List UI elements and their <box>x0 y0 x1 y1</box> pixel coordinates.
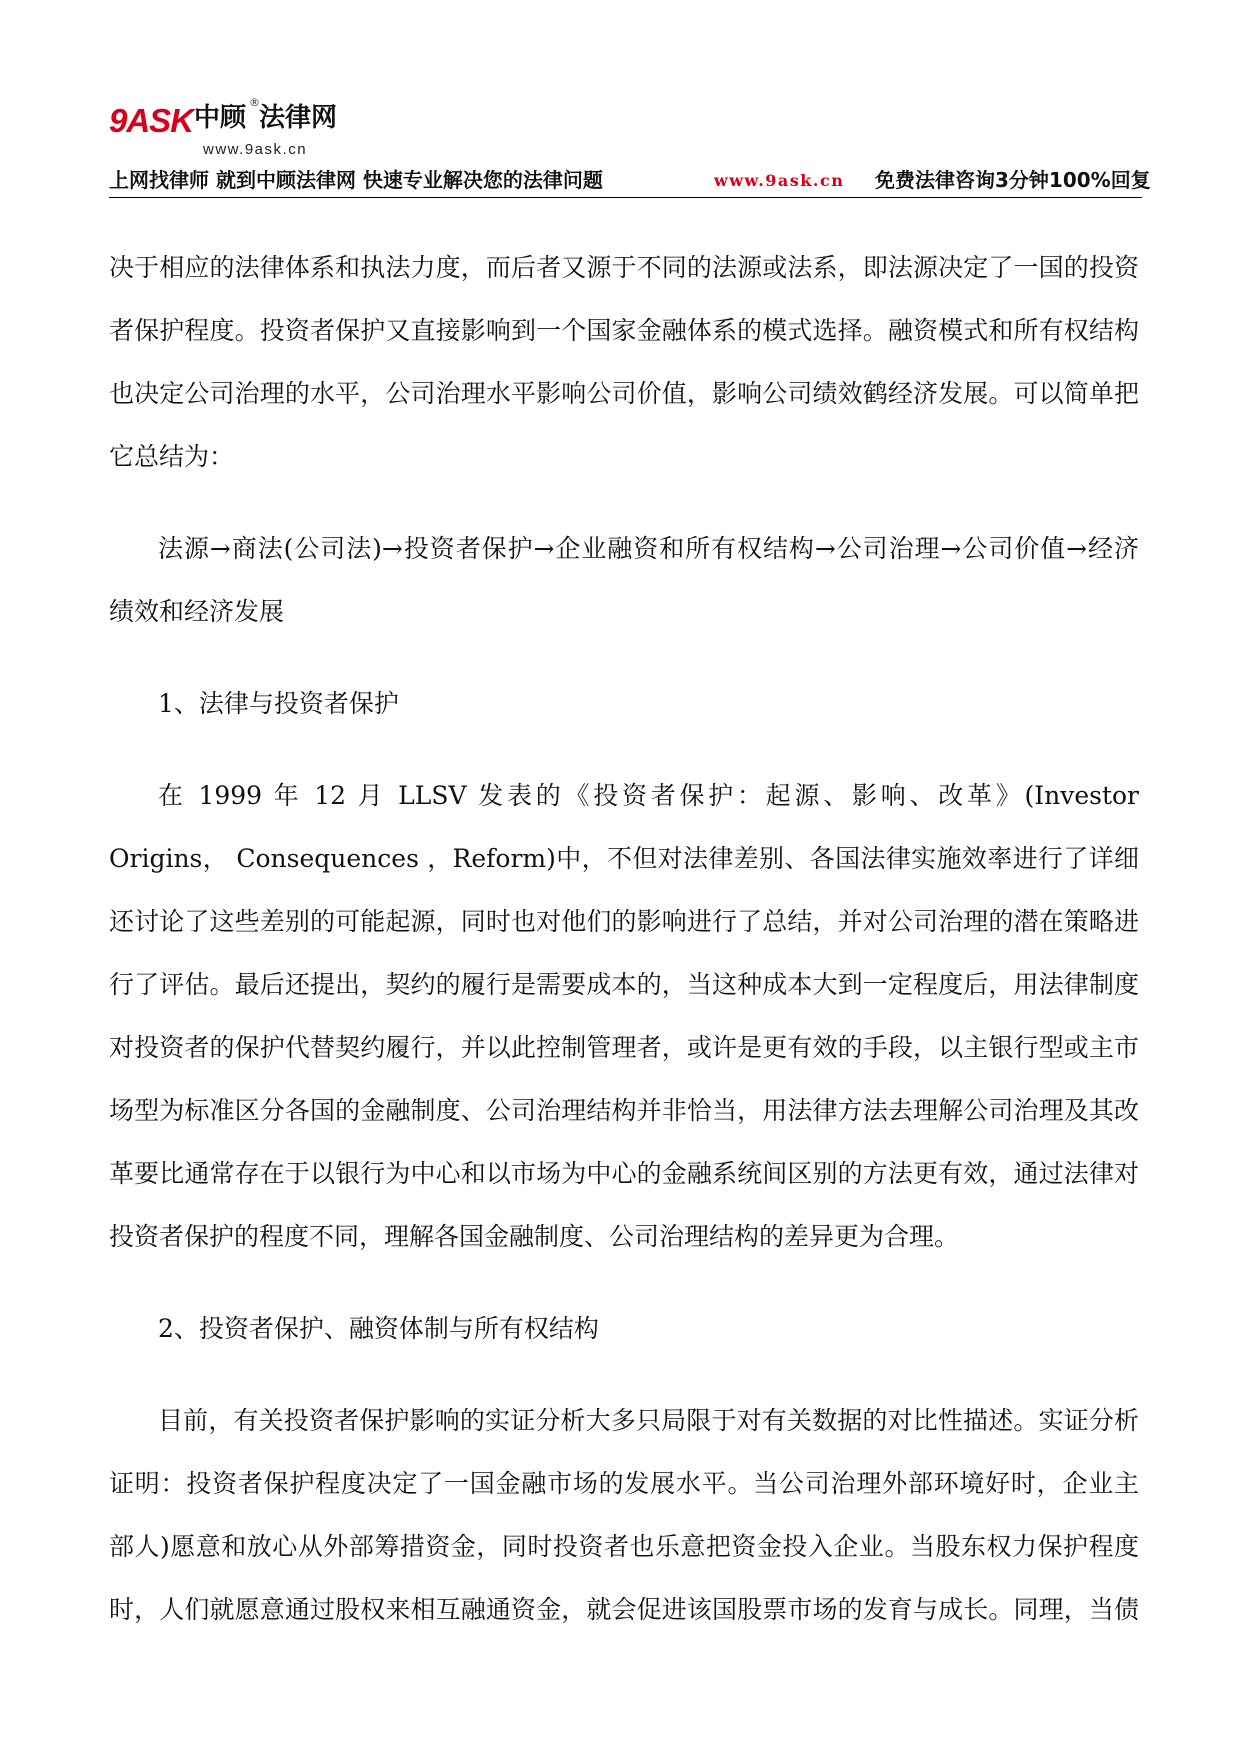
section-heading-text: 2、投资者保护、融资体制与所有权结构 <box>158 1314 599 1343</box>
text-line: 绩效和经济发展 <box>109 597 285 626</box>
tagline-promo: 免费法律咨询3分钟100%回复 <box>875 168 1151 192</box>
tagline-slogan: 上网找律师 就到中顾法律网 快速专业解决您的法律问题 <box>109 168 603 192</box>
text-line: 对投资者的保护代替契约履行，并以此控制管理者，或许是更有效的手段，以主银行型或主市 <box>109 1033 1139 1062</box>
paragraph <box>109 517 1139 643</box>
text-line: 目前，有关投资者保护影响的实证分析大多只局限于对有关数据的对比性描述。实证分析 <box>158 1406 1139 1435</box>
text-line: 决于相应的法律体系和执法力度，而后者又源于不同的法源或法系，即法源决定了一国的投资 <box>109 253 1139 282</box>
text-line: 还讨论了这些差别的可能起源，同时也对他们的影响进行了总结，并对公司治理的潜在策略进 <box>109 907 1139 936</box>
text-line: 时，人们就愿意通过股权来相互融通资金，就会促进该国股票市场的发育与成长。同理，当债 <box>109 1595 1139 1624</box>
text-line: 它总结为： <box>109 442 235 471</box>
text-line: 场型为标准区分各国的金融制度、公司治理结构并非恰当，用法律方法去理解公司治理及其改 <box>109 1096 1139 1125</box>
text-line: 革要比通常存在于以银行为中心和以市场为中心的金融系统间区别的方法更有效，通过法律对 <box>109 1159 1139 1188</box>
section-heading <box>109 1297 1139 1360</box>
text-line: 者保护程度。投资者保护又直接影响到一个国家金融体系的模式选择。融资模式和所有权结构 <box>109 316 1139 345</box>
logo-brand-mark: 9ASK <box>109 102 194 139</box>
paragraph <box>109 764 1139 1268</box>
registered-mark-icon: ® <box>249 96 260 109</box>
text-line: Origins， Consequences ，Reform)中，不但对法律差别、各国法律实施效率进行了详细 <box>109 844 1139 873</box>
logo-name-part-2: 法律网 <box>259 103 338 133</box>
text-line: 行了评估。最后还提出，契约的履行是需要成本的，当这种成本大到一定程度后，用法律制度 <box>109 970 1139 999</box>
text-line: 证明：投资者保护程度决定了一国金融市场的发展水平。当公司治理外部环境好时，企业主 <box>109 1469 1139 1498</box>
text-line: 在 1999 年 12 月 LLSV 发表的《投资者保护：起源、影响、改革》(Investor <box>158 781 1139 810</box>
text-line: 投资者保护的程度不同，理解各国金融制度、公司治理结构的差异更为合理。 <box>109 1222 960 1251</box>
section-heading <box>109 672 1139 735</box>
text-line: 法源→商法(公司法)→投资者保护→企业融资和所有权结构→公司治理→公司价值→经济 <box>158 534 1139 563</box>
text-line: 也决定公司治理的水平，公司治理水平影响公司价值，影响公司绩效鹤经济发展。可以简单把 <box>109 379 1139 408</box>
section-heading-text: 1、法律与投资者保护 <box>158 689 399 718</box>
document-body <box>109 236 1139 1670</box>
paragraph <box>109 1389 1139 1641</box>
paragraph <box>109 236 1139 488</box>
tagline-url: www.9ask.cn <box>714 171 845 190</box>
logo-url: www.9ask.cn <box>203 141 308 158</box>
text-line: 部人)愿意和放心从外部筹措资金，同时投资者也乐意把资金投入企业。当股东权力保护程度 <box>109 1532 1139 1561</box>
logo-name-part-1: 中顾 <box>194 103 247 133</box>
header-divider <box>109 197 1142 198</box>
